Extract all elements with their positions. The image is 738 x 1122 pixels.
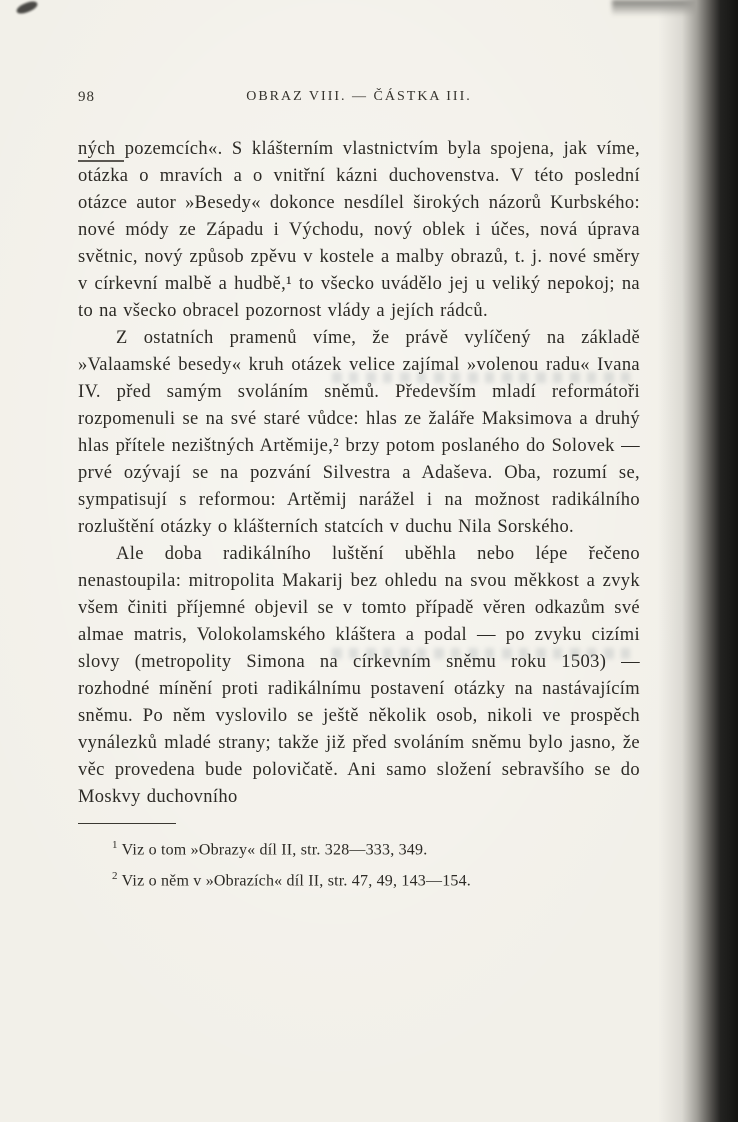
footnote-1-marker: 1	[112, 839, 118, 851]
footnotes-section	[78, 823, 640, 895]
ink-showthrough-mark	[332, 648, 632, 659]
footnote-2-text: Viz o něm v »Obrazích« díl II, str. 47, 49, 143—154.	[121, 872, 472, 890]
paragraph-1: ných pozemcích«. S klášterním vlastnictvím byla spojena, jak víme, otázka o mravích a o vnitřní kázni duchovenstva. V této poslední otázce autor »Besedy« dokonce nesdílel širokých názorů Kurbského: nové módy ze Západu i Východu, nový oblek i účes, nová úprava světnic, nový způsob zpěvu v kostele a malby obrazů, t. j. nové směry v církevní malbě a hudbě,¹ to všecko uvádělo jej u veliký nepokoj; na to na všecko obracel pozornost vlády a jejích rádců.	[78, 139, 640, 321]
footnote-divider	[78, 823, 176, 824]
footnote-2-marker: 2	[112, 870, 118, 883]
ink-showthrough-mark	[332, 372, 632, 383]
paragraph-2: Z ostatních pramenů víme, že právě vylíčený na základě »Valaamské besedy« kruh otázek velice zajímal »volenou radu« Ivana IV. před samým svoláním sněmů. Především mladí reformátoři rozpomenuli se na své staré vůdce: hlas ze žaláře Maksimova a druhý hlas přítele nezištných Artěmije,² brzy potom poslaného do Solovek — prvé ozývají se na pozvání Silvestra a Adaševa. Oba, rozumí se, sympatisují s reformou: Artěmij narážel i na možnost radikálního rozluštění otázky o klášterních statcích v duchu Nila Sorského.	[78, 328, 640, 537]
page-content-area	[78, 88, 640, 895]
paragraph-3: Ale doba radikálního luštění uběhla nebo lépe řečeno nenastoupila: mitropolita Makarij bez ohledu na svou měkkost a zvyk všem činiti příjemné objevil se v tomto případě věren odkazům své almae matris, Volokolamského kláštera a podal — po zvyku cizími slovy (metropolity Simona na církevním sněmu roku 1503) — rozhodné mínění proti radikálnímu postavení otázky na nastávajícím sněmu. Po něm vyslovilo se ještě několik osob, nikoli ve prospěch vynálezků mladé strany; takže již před svoláním sněmu bylo jasno, že věc provedena bude polovičatě. Ani samo složení sebravšího se do Moskvy duchovního	[78, 544, 640, 807]
page-header	[78, 88, 640, 106]
scan-artifact-mark	[15, 0, 39, 16]
pen-underline-mark	[78, 160, 124, 162]
running-header: OBRAZ VIII. — ČÁSTKA III.	[246, 89, 472, 104]
page-body	[78, 136, 640, 811]
footnote-1-text: Viz o tom »Obrazy« díl II, str. 328—333, 349.	[121, 841, 428, 859]
footnote-2	[78, 863, 640, 894]
book-edge-shadow	[658, 0, 738, 1122]
page-number: 98	[78, 89, 95, 105]
footnote-1	[78, 832, 640, 863]
